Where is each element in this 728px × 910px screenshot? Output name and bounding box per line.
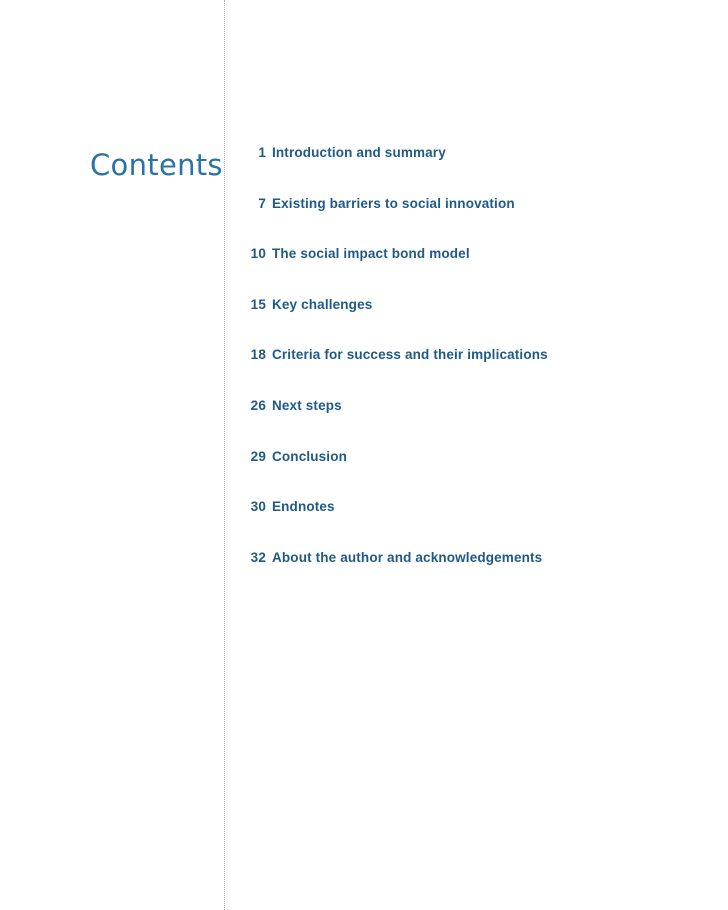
toc-entry[interactable]: [244, 196, 704, 247]
toc-page-number: 15: [250, 296, 266, 312]
toc-entry-label: Next steps: [272, 397, 342, 413]
toc-entry[interactable]: [244, 145, 704, 196]
toc-entry[interactable]: [244, 398, 704, 449]
toc-entry[interactable]: [244, 499, 704, 550]
toc-entry[interactable]: [244, 550, 704, 601]
page-title: Contents: [90, 148, 223, 183]
toc-entry-label: Criteria for success and their implications: [272, 347, 548, 363]
toc-page-number: 32: [250, 549, 266, 565]
toc-page-number: 10: [250, 246, 266, 262]
toc-page-number: 1: [258, 145, 266, 160]
vertical-dotted-divider: [224, 0, 225, 910]
toc-entry-label: Conclusion: [272, 448, 347, 464]
toc-entry-label: About the author and acknowledgements: [272, 549, 543, 565]
toc-entry-label: Endnotes: [272, 499, 335, 515]
toc-entry[interactable]: [244, 297, 704, 348]
toc-entry-label: The social impact bond model: [272, 246, 470, 262]
table-of-contents: [244, 145, 704, 600]
toc-entry[interactable]: [244, 449, 704, 500]
toc-entry[interactable]: [244, 347, 704, 398]
toc-page-number: 30: [250, 499, 266, 515]
toc-entry[interactable]: [244, 246, 704, 297]
toc-page-number: 18: [250, 347, 266, 363]
toc-entry-label: Introduction and summary: [272, 145, 446, 160]
toc-page-number: 26: [250, 397, 266, 413]
toc-entry-label: Key challenges: [272, 296, 373, 312]
toc-entry-label: Existing barriers to social innovation: [272, 195, 515, 211]
toc-page-number: 29: [250, 448, 266, 464]
toc-page-number: 7: [258, 195, 266, 211]
